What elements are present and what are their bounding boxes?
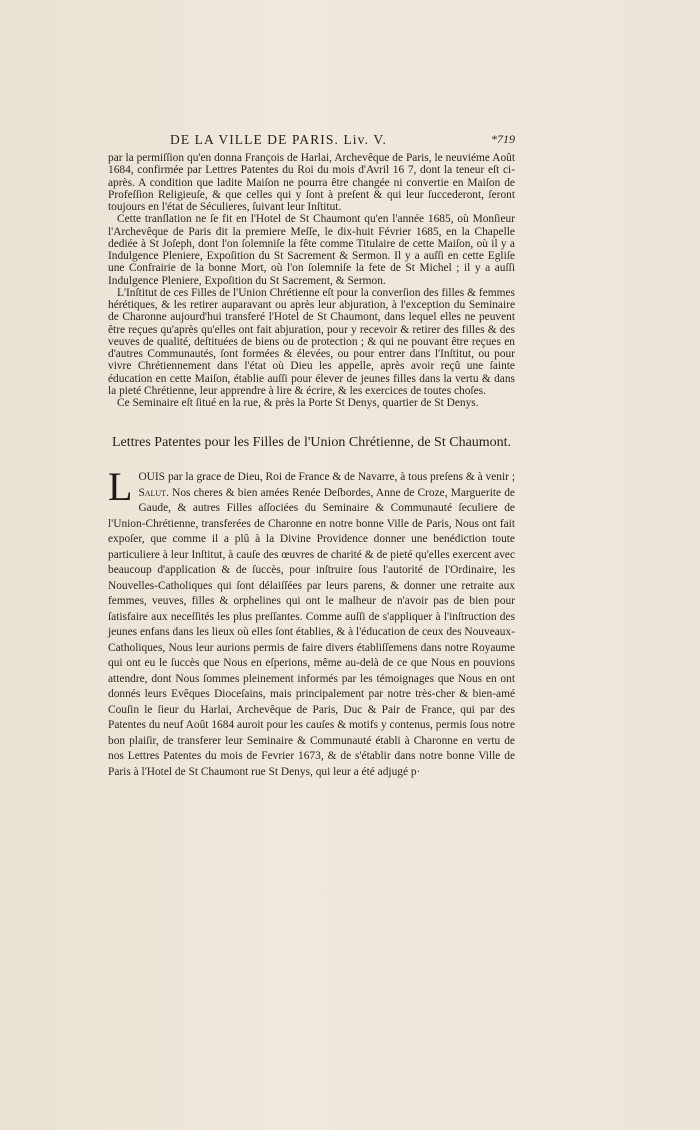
document-page xyxy=(108,132,515,780)
section-heading: Lettres Patentes pour les Filles de l'Union Chrétienne, de St Chaumont. xyxy=(111,435,512,451)
page-number: *719 xyxy=(491,132,515,146)
running-head xyxy=(108,132,515,152)
paragraph-3: L'Inſtitut de ces Filles de l'Union Chrétienne eſt pour la converſion des filles & femmes hérétiques, & les retirer auparavant ou après leur abjuration, à l'exception du Seminaire de Charonne aujourd'hui transferé l'Hotel de St Chaumont, dans lequel elles ne peuvent être reçues qu'après qu'elles ont fait abjuration, pour y recevoir & retirer des filles & des veuves de qualité, deſtituées de biens ou de protection ; & qui ne pouvant être reçues en d'autres Communautés, ſont formées & élevées, ou pour entrer dans l'Inſtitut, ou pour vivre Chrétiennement dans l'état où Dieu les appelle, après avoir reçû une ſainte éducation en cette Maiſon, établie auſſi pour élever de jeunes filles dans la vertu & dans la pieté Chrétienne, leur apprendre à lire & écrire, & les exercices de toutes choſes. xyxy=(108,286,515,397)
letters-patentes-text xyxy=(108,464,515,780)
opening-clause: par la grace de Dieu, Roi de France & de Navarre, à tous preſens & à venir ; xyxy=(167,471,515,484)
opening-word: OUIS xyxy=(138,471,166,484)
letters-paragraph xyxy=(108,464,515,780)
paragraph-4: Ce Seminaire eſt ſitué en la rue, & près la Porte St Denys, quartier de St Denys. xyxy=(117,397,479,409)
paragraph-1: par la permiſſion qu'en donna François de Harlai, Archevêque de Paris, le neuviéme Août 1684, confirmée par Lettres Patentes du Roi du mois d'Avril 16 7, dont la teneur eſt ci-après. A condition que ladite Maiſon ne pourra être changée ni convertie en Maiſon de Profeſſion Religieuſe, & que celles qui y ſont à preſent & qui leur ſuccederont, ſeront toujours en l'état de Séculieres, ſuivant leur Inſtitut. xyxy=(108,152,515,213)
letters-body: Nos cheres & bien amées Renée Deſbordes, Anne de Croze, Marguerite de Gaude, & autres Filles aſſociées du Seminaire & Communauté ſeculiere de l'Union-Chrétienne, transferées de Charonne en notre bonne Ville de Paris, Nous ont fait expoſer, que comme il a plû à la Divine Providence donner une benédiction toute particuliere à leur Inſtitut, à cauſe des œuvres de charité & de pieté qu'elles exercent avec beaucoup d'application & de ſuccès, pour inſtruire ſous l'autorité de l'Ordinaire, les Nouvelles-Catholiques qui ſont délaiſſées par leurs parens, & donner une retraite aux femmes, veuves, filles & orphelines qui ont le malheur de n'avoir pas de bien pour ſatisfaire aux neceſſités les plus preſſantes. Comme auſſi de s'appliquer à l'inſtruction des jeunes enfans dans les lieux où elles ſont établies, & à l'éducation de ceux des Nouveaux-Catholiques, Nous leur aurions permis de faire divers établiſſemens dans notre Royaume qui ont eu le ſuccès que Nous en eſperions, même au-delà de ce que Nous en pouvions attendre, dont Nous ſommes pleinement informés par les témoignages que Nous en ont donnés leurs Evêques Dioceſains, mais principalement par notre très-cher & bien-amé Couſin le ſieur du Harlai, Archevêque de Paris, Duc & Pair de France, qui par des Patentes du neuf Août 1684 auroit pour les cauſes & motifs y contenus, permis ſous notre bon plaiſir, de transferer leur Seminaire & Communauté établi à Charonne en vertu de nos Lettres Patentes du mois de Fevrier 1673, & de s'établir dans notre bonne Ville de Paris à l'Hotel de St Chaumont rue St Denys, qui leur a été adjugé p· xyxy=(108,486,515,778)
body-text xyxy=(108,152,515,409)
drop-cap: L xyxy=(108,464,133,510)
salutation: Salut. xyxy=(138,486,169,499)
paragraph-2: Cette tranſlation ne ſe fit en l'Hotel de St Chaumont qu'en l'année 1685, où Monſieur l'Archevêque de Paris dit la premiere Meſſe, le dix-huit Février 1685, en la Chapelle dediée à St Joſeph, dont l'on ſolemniſe la fête comme Titulaire de cette Maiſon, où il y a Indulgence Pleniere, Expoſition du St Sacrement & Sermon. Il y a auſſi en cette Egliſe une Confrairie de la bonne Mort, où l'on ſolemniſe la fete de St Michel ; il y a auſſi Indulgence Pleniere, Expoſition du St Sacrement, & Sermon. xyxy=(108,213,515,287)
running-title: DE LA VILLE DE PARIS. Liv. V. xyxy=(170,132,387,147)
